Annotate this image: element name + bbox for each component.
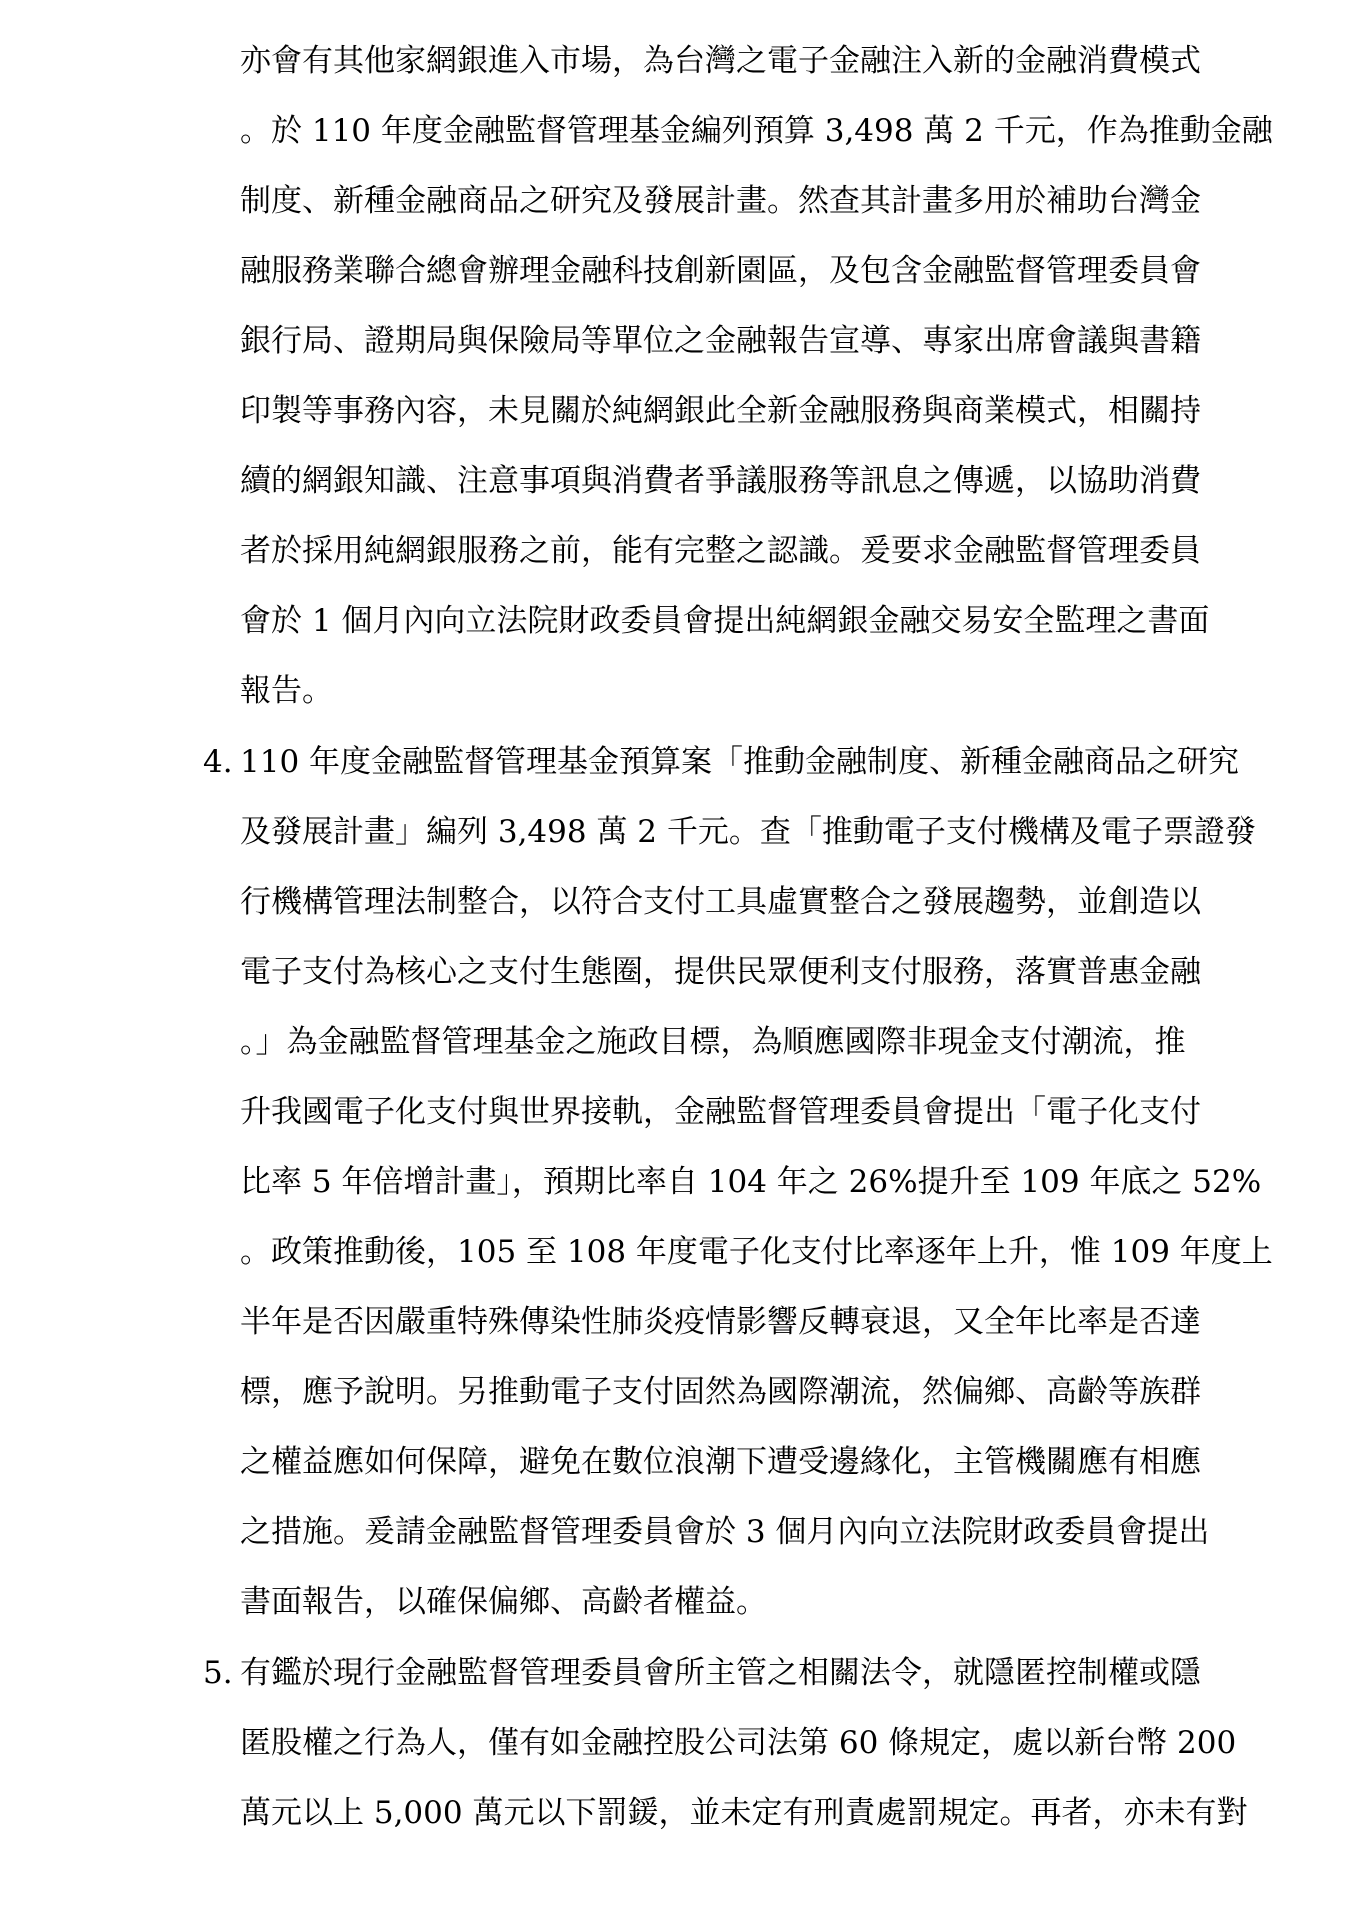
text-line: 110 年度金融監督管理基金預算案「推動金融制度、新種金融商品之研究: [240, 744, 1240, 780]
text-line: 融服務業聯合總會辦理金融科技創新園區，及包含金融監督管理委員會: [240, 253, 1201, 289]
text-line: 之權益應如何保障，避免在數位浪潮下遭受邊緣化，主管機關應有相應: [240, 1444, 1201, 1480]
text-line: 續的網銀知識、注意事項與消費者爭議服務等訊息之傳遞，以協助消費: [240, 463, 1201, 499]
text-line: 及發展計畫」編列 3,498 萬 2 千元。查「推動電子支付機構及電子票證發: [240, 814, 1256, 850]
text-line: 匿股權之行為人，僅有如金融控股公司法第 60 條規定，處以新台幣 200: [240, 1725, 1237, 1761]
text-line: 半年是否因嚴重特殊傳染性肺炎疫情影響反轉衰退，又全年比率是否達: [240, 1304, 1201, 1340]
text-line: 。」為金融監督管理基金之施政目標，為順應國際非現金支付潮流，推: [240, 1024, 1186, 1060]
text-line: 電子支付為核心之支付生態圈，提供民眾便利支付服務，落實普惠金融: [240, 954, 1201, 990]
text-line: 印製等事務內容，未見關於純網銀此全新金融服務與商業模式，相關持: [240, 393, 1201, 429]
text-line: 有鑑於現行金融監督管理委員會所主管之相關法令，就隱匿控制權或隱: [240, 1655, 1201, 1691]
text-line: 標，應予說明。另推動電子支付固然為國際潮流，然偏鄉、高齡等族群: [240, 1374, 1201, 1410]
text-line: 會於 1 個月內向立法院財政委員會提出純網銀金融交易安全監理之書面: [240, 603, 1210, 639]
text-line: 萬元以上 5,000 萬元以下罰鍰，並未定有刑責處罰規定。再者，亦未有對: [240, 1795, 1248, 1831]
item-number-5: 5.: [203, 1655, 233, 1691]
text-line: 報告。: [240, 673, 333, 709]
text-line: 升我國電子化支付與世界接軌，金融監督管理委員會提出「電子化支付: [240, 1094, 1201, 1130]
text-line: 書面報告，以確保偏鄉、高齡者權益。: [240, 1584, 767, 1620]
text-line: 。政策推動後，105 至 108 年度電子化支付比率逐年上升，惟 109 年度上: [240, 1234, 1273, 1270]
text-line: 亦會有其他家網銀進入市場，為台灣之電子金融注入新的金融消費模式: [240, 43, 1201, 79]
text-line: 者於採用純網銀服務之前，能有完整之認識。爰要求金融監督管理委員: [240, 533, 1201, 569]
text-line: 銀行局、證期局與保險局等單位之金融報告宣導、專家出席會議與書籍: [240, 323, 1201, 359]
text-line: 制度、新種金融商品之研究及發展計畫。然查其計畫多用於補助台灣金: [240, 183, 1201, 219]
item-number-4: 4.: [203, 744, 233, 780]
text-line: 。於 110 年度金融監督管理基金編列預算 3,498 萬 2 千元，作為推動金融: [240, 113, 1273, 149]
text-line: 比率 5 年倍增計畫」，預期比率自 104 年之 26%提升至 109 年底之 52%: [240, 1164, 1262, 1200]
text-line: 之措施。爰請金融監督管理委員會於 3 個月內向立法院財政委員會提出: [240, 1514, 1210, 1550]
text-line: 行機構管理法制整合，以符合支付工具虛實整合之發展趨勢，並創造以: [240, 884, 1201, 920]
